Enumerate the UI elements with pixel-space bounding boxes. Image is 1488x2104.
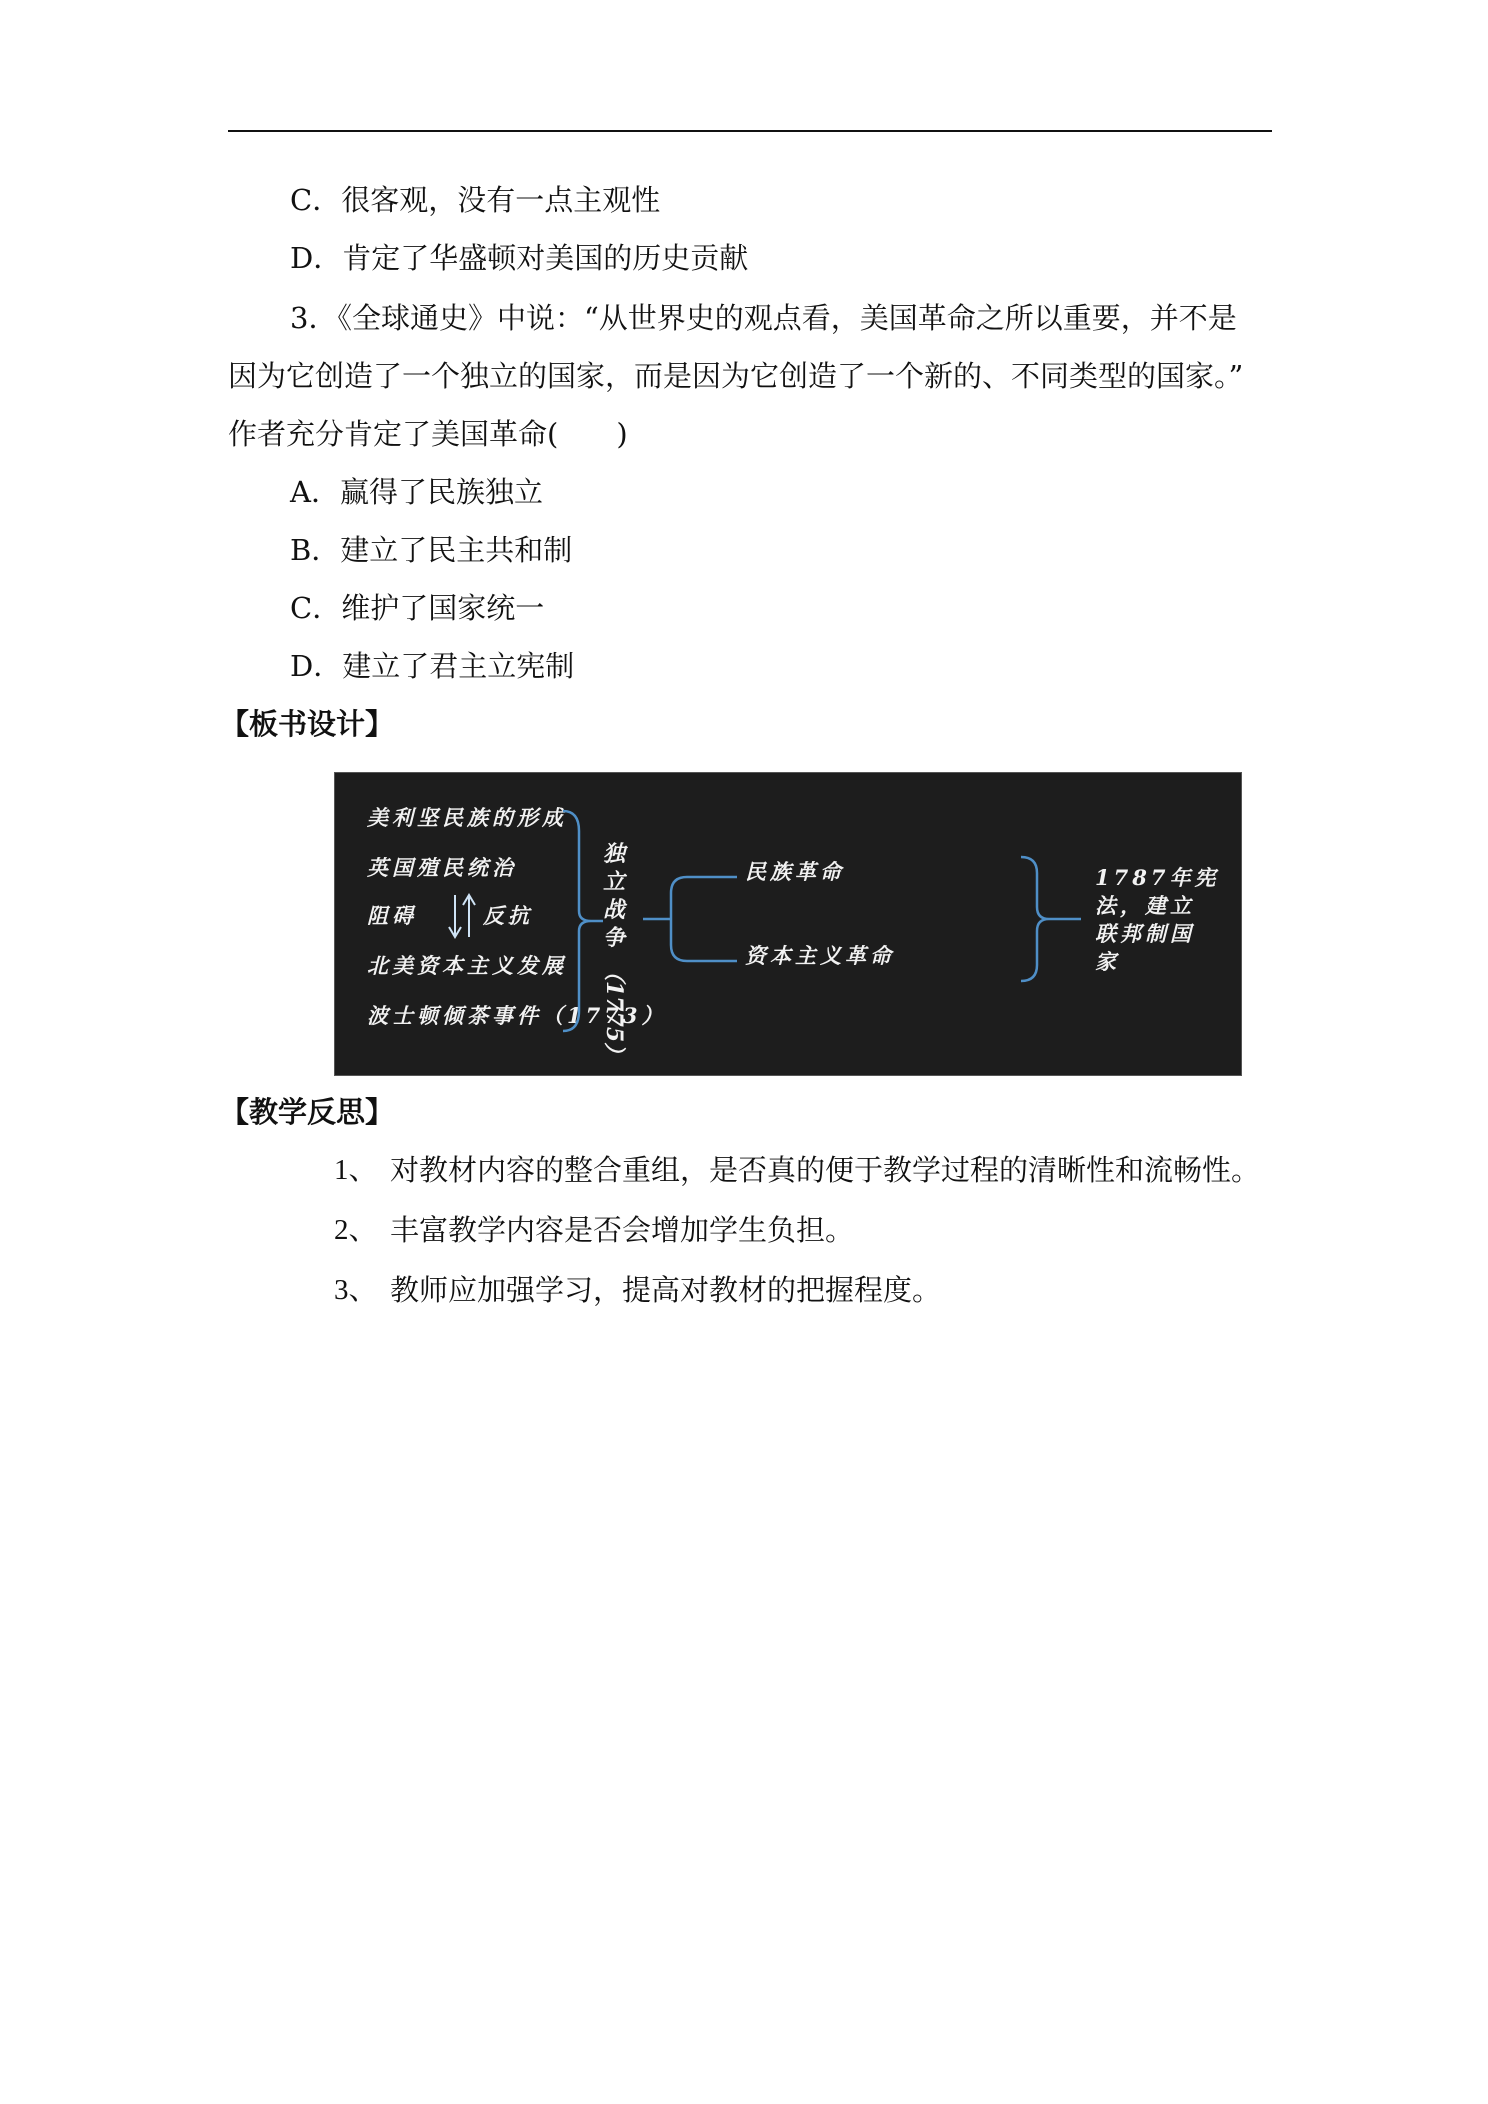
- board-center-char-1: 独: [603, 841, 626, 867]
- reflection-item-number: 3、: [334, 1274, 378, 1306]
- board-right-line-4: 家: [1095, 949, 1120, 974]
- board-center-year: （1775）: [601, 959, 627, 1065]
- board-left-line-5: 波士顿倾茶事件（1773）: [367, 1003, 667, 1028]
- board-center-char-2: 立: [603, 869, 626, 895]
- brace-right: [1021, 857, 1049, 981]
- option-b: B．建立了民主共和制: [290, 533, 573, 567]
- board-obstruct: 阻碍: [367, 903, 417, 928]
- option-a: A．赢得了民族独立: [290, 475, 543, 509]
- option-c: C．很客观，没有一点主观性: [290, 183, 661, 217]
- reflection-item: [334, 1270, 1284, 1310]
- arrow-up-icon: [463, 895, 475, 937]
- board-center-char-4: 争: [603, 925, 626, 951]
- board-right-line-3: 联邦制国: [1095, 921, 1195, 946]
- arrow-down-icon: [449, 895, 461, 937]
- board-resist: 反抗: [483, 903, 533, 928]
- reflection-item: [334, 1210, 1284, 1250]
- question-3-line-2: 因为它创造了一个独立的国家，而是因为它创造了一个新的、不同类型的国家。”: [228, 359, 1244, 393]
- option-d: D．肯定了华盛顿对美国的历史贡献: [290, 241, 749, 275]
- board-center-char-3: 战: [603, 897, 626, 923]
- question-3-line-1: 3．《全球通史》中说：“从世界史的观点看，美国革命之所以重要，并不是: [290, 301, 1237, 335]
- option-c: C．维护了国家统一: [290, 591, 545, 625]
- question-3-line-3: 作者充分肯定了美国革命( ): [228, 417, 628, 451]
- reflection-item-text: 对教材内容的整合重组，是否真的便于教学过程的清晰性和流畅性。: [390, 1153, 1261, 1187]
- brace-middle: [671, 877, 687, 961]
- reflection-item-number: 1、: [334, 1154, 378, 1186]
- reflection-item-text: 教师应加强学习，提高对教材的把握程度。: [390, 1273, 942, 1307]
- board-left-line-1: 美利坚民族的形成: [367, 805, 567, 830]
- reflection-item: [334, 1150, 1284, 1190]
- option-d: D．建立了君主立宪制: [290, 649, 575, 683]
- board-right-line-1: 1787年宪: [1095, 865, 1220, 890]
- board-left-line-4: 北美资本主义发展: [367, 953, 567, 978]
- reflection-item-text: 丰富教学内容是否会增加学生负担。: [390, 1213, 855, 1247]
- board-right-line-2: 法，建立: [1095, 893, 1195, 918]
- reflection-heading: 【教学反思】: [220, 1095, 395, 1129]
- header-rule: [228, 130, 1272, 132]
- board-left-line-2: 英国殖民统治: [367, 855, 517, 880]
- brace-left: [563, 811, 591, 1031]
- board-design-heading: 【板书设计】: [220, 707, 395, 741]
- board-middle-bottom: 资本主义革命: [745, 943, 895, 968]
- reflection-item-number: 2、: [334, 1214, 378, 1246]
- board-middle-top: 民族革命: [745, 859, 845, 884]
- chalkboard-image: [334, 772, 1242, 1076]
